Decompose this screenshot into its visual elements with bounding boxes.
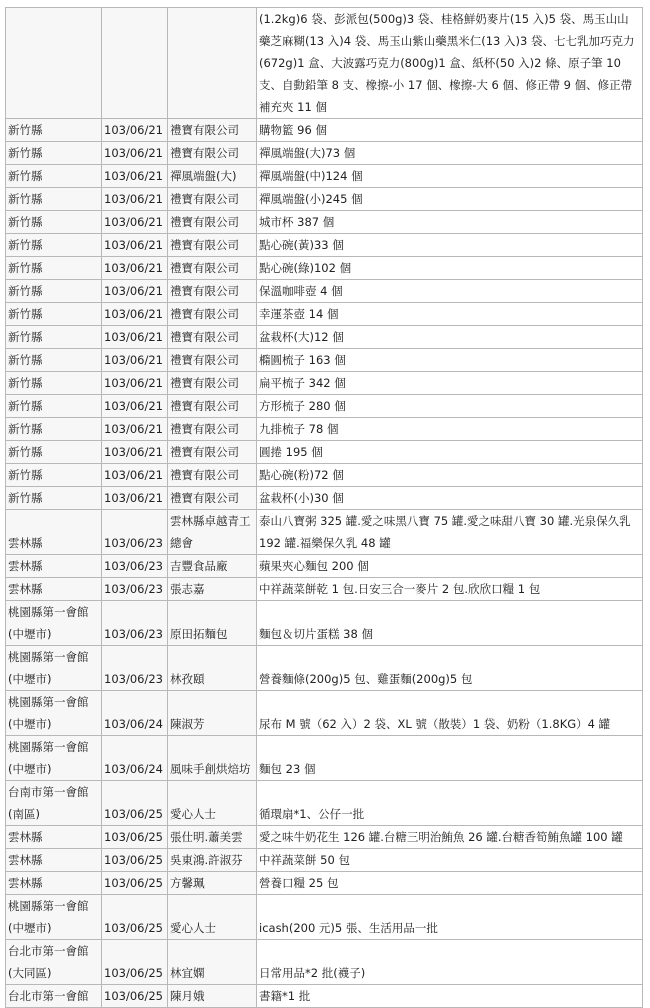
items-cell: 禪風端盤(小)245 個 [257,188,643,211]
items-cell: 禪風端盤(中)124 個 [257,165,643,188]
donor-cell: 陳淑芳 [168,691,257,736]
table-row [6,510,643,555]
items-cell: 循環扇*1、公仔一批 [257,781,643,826]
items-cell: 中祥蔬菜餅乾 1 包.日安三合一麥片 2 包.欣欣口糧 1 包 [257,578,643,601]
items-cell: 尿布 M 號（62 入）2 袋、XL 號（散裝）1 袋、奶粉（1.8KG）4 罐 [257,691,643,736]
county-cell: 新竹縣 [6,395,102,418]
county-cell: 雲林縣 [6,872,102,895]
table-row [6,119,643,142]
county-cell: 桃園縣第一會館(中壢市) [6,736,102,781]
items-cell: 盆栽杯(大)12 個 [257,326,643,349]
donor-cell: 禮寶有限公司 [168,142,257,165]
date-cell: 103/06/21 [102,257,168,280]
donor-cell: 張仕明.蕭美雲 [168,826,257,849]
county-cell: 新竹縣 [6,418,102,441]
donor-cell: 禮寶有限公司 [168,280,257,303]
table-row [6,326,643,349]
table-row [6,736,643,781]
items-cell: 城市杯 387 個 [257,211,643,234]
table-row [6,940,643,985]
county-cell: 新竹縣 [6,211,102,234]
county-cell: 新竹縣 [6,188,102,211]
donor-cell [168,8,257,119]
county-cell: 桃園縣第一會館(中壢市) [6,895,102,940]
items-cell: 日常用品*2 批(襪子) [257,940,643,985]
donor-cell: 風味手創烘焙坊 [168,736,257,781]
items-cell: icash(200 元)5 張、生活用品一批 [257,895,643,940]
county-cell: 新竹縣 [6,464,102,487]
donor-cell: 愛心人士 [168,895,257,940]
date-cell: 103/06/21 [102,303,168,326]
items-cell: 盆栽杯(小)30 個 [257,487,643,510]
items-cell: (1.2kg)6 袋、彭派包(500g)3 袋、桂格鮮奶麥片(15 入)5 袋、馬玉山山藥芝麻糊(13 入)4 袋、馬玉山紫山藥黑米仁(13 入)3 袋、七七乳加巧克力(672g)1 盒、大波露巧克力(800g)1 盒、紙杯(50 入)2 條、原子筆 10 支、自動鉛筆 8 支、橡擦-小 17 個、橡擦-大 6 個、修正帶 9 個、修正帶補充夾 11 個 [257,8,643,119]
table-row [6,188,643,211]
date-cell: 103/06/24 [102,691,168,736]
date-cell: 103/06/25 [102,826,168,849]
county-cell: 雲林縣 [6,826,102,849]
date-cell: 103/06/24 [102,736,168,781]
date-cell: 103/06/21 [102,372,168,395]
donation-table [5,7,643,1008]
donor-cell: 吳東鴻.許淑芬 [168,849,257,872]
table-row [6,691,643,736]
date-cell: 103/06/25 [102,849,168,872]
date-cell: 103/06/25 [102,985,168,1008]
table-row [6,280,643,303]
date-cell: 103/06/21 [102,464,168,487]
county-cell: 新竹縣 [6,441,102,464]
county-cell: 新竹縣 [6,142,102,165]
items-cell: 麵包 23 個 [257,736,643,781]
donor-cell: 禮寶有限公司 [168,257,257,280]
donor-cell: 禮寶有限公司 [168,395,257,418]
table-row [6,395,643,418]
donor-cell: 禮寶有限公司 [168,303,257,326]
donor-cell: 林孜頤 [168,646,257,691]
donor-cell: 陳月娥 [168,985,257,1008]
date-cell: 103/06/21 [102,441,168,464]
county-cell: 桃園縣第一會館(中壢市) [6,601,102,646]
county-cell: 新竹縣 [6,326,102,349]
donor-cell: 禮寶有限公司 [168,487,257,510]
county-cell: 桃園縣第一會館(中壢市) [6,646,102,691]
donor-cell: 禮寶有限公司 [168,418,257,441]
date-cell: 103/06/23 [102,601,168,646]
date-cell: 103/06/21 [102,349,168,372]
county-cell: 新竹縣 [6,280,102,303]
table-row [6,601,643,646]
table-row [6,555,643,578]
date-cell: 103/06/23 [102,578,168,601]
donor-cell: 吉豐食品廠 [168,555,257,578]
county-cell: 新竹縣 [6,372,102,395]
table-row [6,985,643,1008]
donor-cell: 禮寶有限公司 [168,326,257,349]
items-cell: 購物籃 96 個 [257,119,643,142]
items-cell: 九排梳子 78 個 [257,418,643,441]
date-cell [102,8,168,119]
date-cell: 103/06/21 [102,188,168,211]
donor-cell: 原田拓麵包 [168,601,257,646]
date-cell: 103/06/23 [102,510,168,555]
table-row [6,872,643,895]
date-cell: 103/06/21 [102,211,168,234]
county-cell: 新竹縣 [6,234,102,257]
items-cell: 中祥蔬菜餅 50 包 [257,849,643,872]
donor-cell: 禮寶有限公司 [168,349,257,372]
items-cell: 扁平梳子 342 個 [257,372,643,395]
donor-cell: 張志嘉 [168,578,257,601]
table-row [6,349,643,372]
table-row [6,372,643,395]
donor-cell: 雲林縣卓越青工總會 [168,510,257,555]
date-cell: 103/06/23 [102,646,168,691]
items-cell: 圓捲 195 個 [257,441,643,464]
county-cell: 新竹縣 [6,303,102,326]
donor-cell: 禮寶有限公司 [168,234,257,257]
items-cell: 禪風端盤(大)73 個 [257,142,643,165]
items-cell: 書籍*1 批 [257,985,643,1008]
items-cell: 保溫咖啡壺 4 個 [257,280,643,303]
donor-cell: 方馨珮 [168,872,257,895]
county-cell: 雲林縣 [6,510,102,555]
date-cell: 103/06/25 [102,895,168,940]
county-cell: 新竹縣 [6,119,102,142]
items-cell: 幸運茶壺 14 個 [257,303,643,326]
date-cell: 103/06/21 [102,487,168,510]
table-row [6,441,643,464]
date-cell: 103/06/21 [102,418,168,441]
table-row [6,257,643,280]
date-cell: 103/06/21 [102,119,168,142]
table-row [6,142,643,165]
date-cell: 103/06/23 [102,555,168,578]
table-row [6,646,643,691]
items-cell: 點心碗(粉)72 個 [257,464,643,487]
date-cell: 103/06/21 [102,165,168,188]
donor-cell: 禮寶有限公司 [168,188,257,211]
table-row [6,578,643,601]
items-cell: 方形梳子 280 個 [257,395,643,418]
date-cell: 103/06/21 [102,395,168,418]
table-row [6,234,643,257]
items-cell: 營養口糧 25 包 [257,872,643,895]
county-cell: 雲林縣 [6,578,102,601]
county-cell: 新竹縣 [6,165,102,188]
table-row [6,464,643,487]
donor-cell: 禪風端盤(大) [168,165,257,188]
items-cell: 點心碗(黃)33 個 [257,234,643,257]
items-cell: 愛之味牛奶花生 126 罐.台糖三明治鮪魚 26 罐.台糖香筍鮪魚罐 100 罐 [257,826,643,849]
table-row [6,8,643,119]
items-cell: 泰山八寶粥 325 罐.愛之味黑八寶 75 罐.愛之味甜八寶 30 罐.光泉保久乳 192 罐.福樂保久乳 48 罐 [257,510,643,555]
date-cell: 103/06/21 [102,234,168,257]
items-cell: 點心碗(綠)102 個 [257,257,643,280]
donation-table-body [6,8,643,1008]
county-cell: 新竹縣 [6,349,102,372]
county-cell: 新竹縣 [6,257,102,280]
donor-cell: 禮寶有限公司 [168,119,257,142]
items-cell: 橢圓梳子 163 個 [257,349,643,372]
table-row [6,165,643,188]
donor-cell: 禮寶有限公司 [168,211,257,234]
date-cell: 103/06/25 [102,781,168,826]
donor-cell: 禮寶有限公司 [168,464,257,487]
county-cell [6,8,102,119]
county-cell: 雲林縣 [6,555,102,578]
date-cell: 103/06/21 [102,280,168,303]
county-cell: 台北市第一會館 [6,985,102,1008]
table-row [6,849,643,872]
county-cell: 桃園縣第一會館(中壢市) [6,691,102,736]
date-cell: 103/06/21 [102,326,168,349]
items-cell: 蘋果夾心麵包 200 個 [257,555,643,578]
donor-cell: 禮寶有限公司 [168,441,257,464]
table-row [6,826,643,849]
table-row [6,211,643,234]
date-cell: 103/06/25 [102,940,168,985]
county-cell: 新竹縣 [6,487,102,510]
county-cell: 台北市第一會館(大同區) [6,940,102,985]
table-row [6,895,643,940]
date-cell: 103/06/25 [102,872,168,895]
items-cell: 麵包＆切片蛋糕 38 個 [257,601,643,646]
county-cell: 雲林縣 [6,849,102,872]
items-cell: 營養麵條(200g)5 包、雞蛋麵(200g)5 包 [257,646,643,691]
donor-cell: 林宜嫻 [168,940,257,985]
county-cell: 台南市第一會館(南區) [6,781,102,826]
table-row [6,781,643,826]
table-row [6,303,643,326]
table-row [6,487,643,510]
table-row [6,418,643,441]
donor-cell: 禮寶有限公司 [168,372,257,395]
date-cell: 103/06/21 [102,142,168,165]
donor-cell: 愛心人士 [168,781,257,826]
